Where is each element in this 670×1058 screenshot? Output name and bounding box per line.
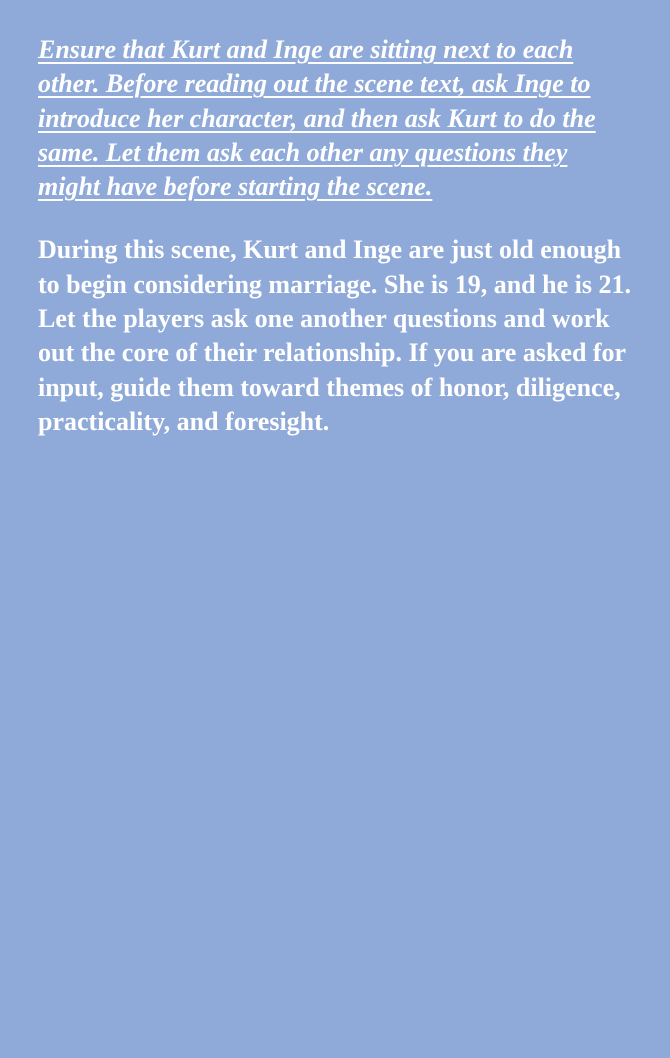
scene-description-text: During this scene, Kurt and Inge are just old enough to begin considering marriage. She is 19, and he is 21. Let the players ask one another questions and work out the core of their relationship. If you are asked for input, guide them toward themes of honor, diligence, practicality, and foresight. [38,235,631,436]
gm-instruction-text: Ensure that Kurt and Inge are sitting next to each other. Before reading out the scene text, ask Inge to introduce her character, and then ask Kurt to do the same. Let them ask each other any questions they might have before starting the scene. [38,35,596,202]
